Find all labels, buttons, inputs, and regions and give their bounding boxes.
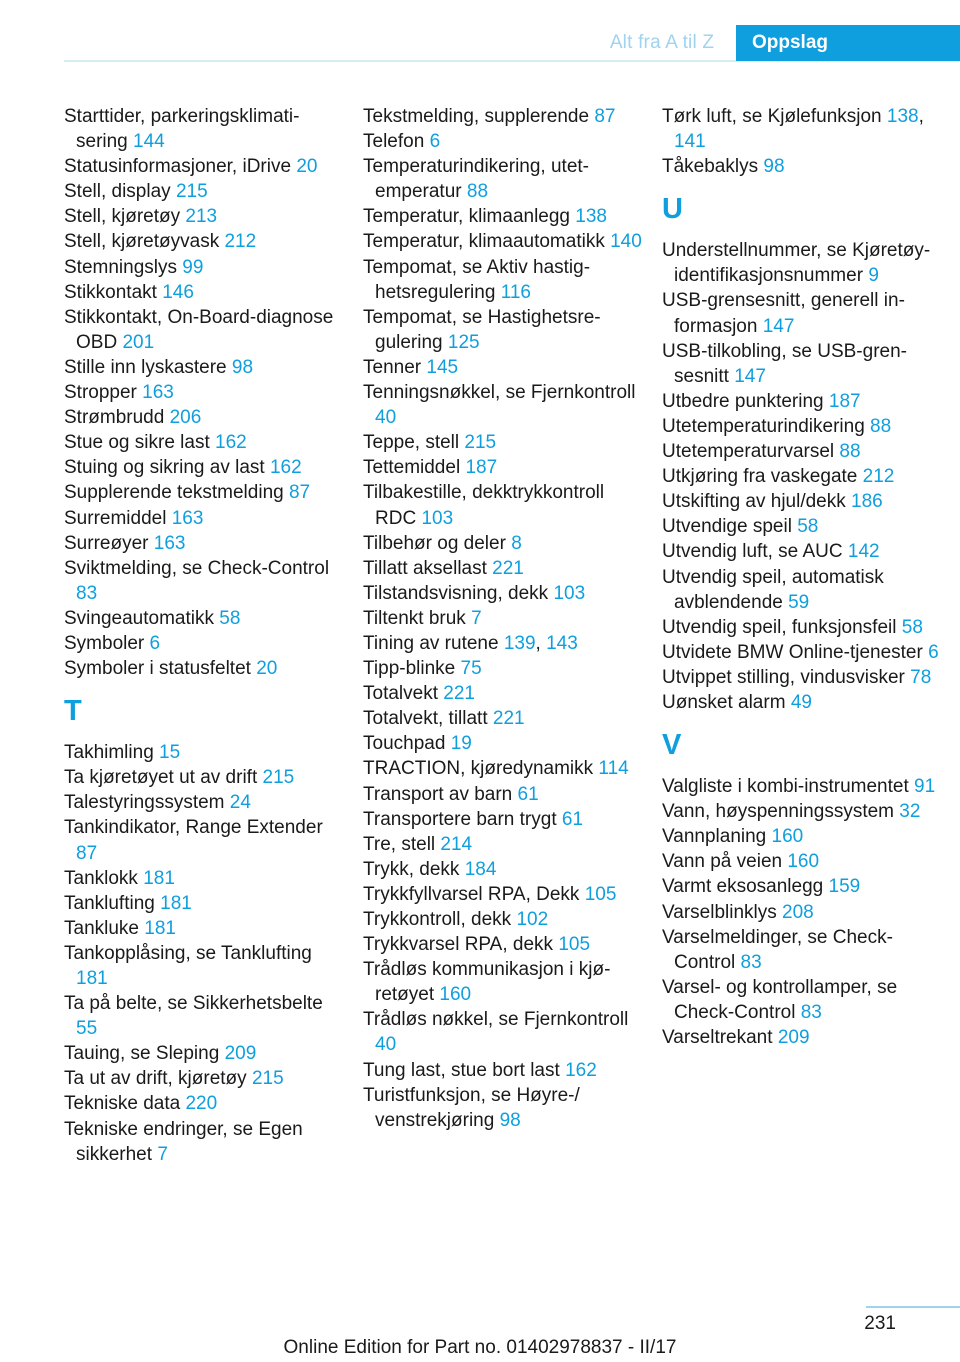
index-entry xyxy=(64,405,344,430)
page-reference-link[interactable]: 143 xyxy=(546,632,578,654)
index-term: Trykkvarsel RPA, dekk xyxy=(363,934,554,956)
index-term: Understellnummer, se Kjøretøy-identifikasjonsnummer xyxy=(662,240,931,287)
index-entry xyxy=(363,1083,643,1133)
page-reference-link[interactable]: 49 xyxy=(790,691,812,713)
index-entry xyxy=(64,179,344,204)
index-entry xyxy=(363,204,643,229)
index-term: Stuing og sikring av last xyxy=(64,457,265,479)
index-term: Tenningsnøkkel, se Fjernkontroll xyxy=(363,382,636,404)
index-term: Tiltenkt bruk xyxy=(363,607,466,629)
index-letter-heading: T xyxy=(64,695,82,728)
index-entry xyxy=(662,900,942,925)
index-term: Trådløs nøkkel, se Fjernkontroll xyxy=(363,1009,629,1031)
index-term: Tilbehør og deler xyxy=(363,532,506,554)
page-reference-link[interactable]: 146 xyxy=(162,281,194,303)
index-entry xyxy=(64,891,344,916)
index-entry xyxy=(662,640,942,665)
page-reference-link[interactable]: 187 xyxy=(828,390,861,412)
index-term: Turistfunksjon, se Høyre-/ venstrekjøring xyxy=(363,1084,580,1131)
index-term: Stropper xyxy=(64,382,137,404)
edition-footer: Online Edition for Part no. 01402978837 - II/17 xyxy=(283,1337,677,1358)
index-term: Tipp-blinke xyxy=(363,658,456,680)
page-reference-link[interactable]: 160 xyxy=(771,826,804,848)
index-term: Tillatt aksellast xyxy=(363,557,487,579)
index-term: Stemningslys xyxy=(64,256,177,278)
index-entry xyxy=(363,430,643,455)
index-entry xyxy=(363,380,643,430)
index-entry xyxy=(363,531,643,556)
index-entry xyxy=(662,774,942,799)
index-entry xyxy=(363,807,643,832)
index-entry xyxy=(64,104,344,154)
index-entry xyxy=(64,1041,344,1066)
index-entry xyxy=(64,916,344,941)
index-term: Vannplaning xyxy=(662,826,767,848)
index-entry xyxy=(64,204,344,229)
index-term: Talestyringssystem xyxy=(64,792,225,814)
index-term: Tre, stell xyxy=(363,833,436,855)
index-term: Utvidete BMW Online-tjenester xyxy=(662,641,923,663)
index-entry xyxy=(363,1007,643,1057)
index-entry xyxy=(64,1091,344,1116)
index-entry xyxy=(363,957,643,1007)
index-term: Tekstmelding, supplerende xyxy=(363,106,590,127)
index-entry xyxy=(363,756,643,781)
index-term: Valgliste i kombi-instrumentet xyxy=(662,776,909,798)
page-reference-link[interactable]: 144 xyxy=(133,131,165,153)
page-reference-link[interactable]: 15 xyxy=(159,742,181,764)
index-term: Tempomat, se Aktiv hastighetsregulering xyxy=(363,256,591,303)
index-term: Stell, kjøretøyvask xyxy=(64,231,220,253)
index-entry xyxy=(64,606,344,631)
index-entry xyxy=(64,154,344,179)
index-entry xyxy=(662,565,942,615)
index-term: Strømbrudd xyxy=(64,407,165,429)
page-reference-link[interactable]: 78 xyxy=(910,666,932,688)
index-entry xyxy=(662,615,942,640)
index-term: Tanklufting xyxy=(64,892,155,914)
index-term: Uønsket alarm xyxy=(662,691,786,713)
index-term: Tempomat, se Hastighetsregulering xyxy=(363,306,601,353)
index-entry xyxy=(363,706,643,731)
index-term: Sviktmelding, se Check-Control xyxy=(64,557,330,579)
page-reference-link[interactable]: 221 xyxy=(443,683,475,705)
index-entry xyxy=(662,539,942,564)
index-term: Surremiddel xyxy=(64,507,167,529)
index-entry xyxy=(363,355,643,380)
index-term: Varsel- og kontrollamper, se Check-Control xyxy=(662,976,898,1023)
index-entry xyxy=(64,740,344,765)
index-entry xyxy=(64,656,344,681)
index-entry xyxy=(662,849,942,874)
index-term: Varmt eksosanlegg xyxy=(662,876,824,898)
page-reference-link[interactable]: 162 xyxy=(269,457,302,479)
page-reference-link[interactable]: 99 xyxy=(182,256,204,278)
index-entry xyxy=(363,857,643,882)
index-entry xyxy=(64,355,344,380)
page-reference-link[interactable]: 32 xyxy=(899,801,921,823)
page-reference-link[interactable]: 8 xyxy=(511,532,522,554)
index-entry xyxy=(64,380,344,405)
page-reference-link[interactable]: 142 xyxy=(847,541,880,563)
index-term: Takhimling xyxy=(64,742,154,764)
page-reference-link[interactable]: 114 xyxy=(598,758,629,780)
page-reference-link[interactable]: 19 xyxy=(450,733,472,755)
page-reference-link[interactable]: 181 xyxy=(76,968,108,989)
page-reference-link[interactable]: 181 xyxy=(160,892,192,914)
index-term: Tanklokk xyxy=(64,867,138,889)
index-term: Varseltrekant xyxy=(662,1027,773,1048)
index-term: Ta ut av drift, kjøretøy xyxy=(64,1068,247,1090)
page-reference-link[interactable]: 215 xyxy=(262,767,295,789)
index-letter-heading: U xyxy=(662,193,683,226)
page-reference-link[interactable]: 212 xyxy=(224,231,257,253)
page-reference-link[interactable]: 201 xyxy=(122,331,155,353)
index-term: Vann, høyspenningssystem xyxy=(662,801,894,823)
index-term: Utvendig speil, automatisk avblendende xyxy=(662,566,884,613)
index-entry xyxy=(64,229,344,254)
index-entry xyxy=(363,556,643,581)
index-entry xyxy=(662,799,942,824)
index-term: Tekniske data xyxy=(64,1093,181,1115)
index-term: Ta på belte, se Sikkerhetsbelte xyxy=(64,993,323,1015)
index-term: Utvendig speil, funksjonsfeil xyxy=(662,616,897,638)
page-reference-link[interactable]: 105 xyxy=(558,934,591,956)
page-reference-link[interactable]: 61 xyxy=(561,808,584,830)
index-entry xyxy=(662,238,942,288)
page-reference-link[interactable]: 138 xyxy=(575,206,607,228)
index-term: TRACTION, kjøredynamikk xyxy=(363,758,594,780)
index-entry xyxy=(363,1058,643,1083)
index-term: Stille inn lyskastere xyxy=(64,356,227,378)
index-entry xyxy=(64,866,344,891)
page-reference-link[interactable]: 40 xyxy=(375,407,397,429)
index-entry xyxy=(64,556,344,606)
page-reference-link[interactable]: 58 xyxy=(901,616,923,638)
index-term: Stikkontakt xyxy=(64,281,157,303)
index-term: USB-grensesnitt, generell informasjon xyxy=(662,290,905,337)
index-entry xyxy=(64,430,344,455)
page-reference-link[interactable]: 206 xyxy=(169,407,202,429)
page-reference-link[interactable]: 87 xyxy=(76,842,98,864)
page-reference-link[interactable]: 98 xyxy=(231,356,254,378)
page-reference-link[interactable]: 141 xyxy=(674,131,706,153)
page-reference-link[interactable]: 125 xyxy=(447,331,480,353)
index-term: Transport av barn xyxy=(363,783,513,805)
index-term: Trykk, dekk xyxy=(363,858,460,880)
page-reference-link[interactable]: 159 xyxy=(828,876,861,898)
index-entry xyxy=(363,656,643,681)
index-entry xyxy=(64,991,344,1041)
index-entry xyxy=(363,455,643,480)
page-reference-link[interactable]: 83 xyxy=(76,582,98,604)
index-entry xyxy=(662,824,942,849)
index-term: Utkjøring fra vaskegate xyxy=(662,466,858,488)
index-term: Symboler i statusfeltet xyxy=(64,658,251,680)
index-entry xyxy=(662,925,942,975)
index-entry xyxy=(64,255,344,280)
index-term: Tettemiddel xyxy=(363,457,461,479)
index-entry xyxy=(64,1066,344,1091)
page-reference-link[interactable]: 61 xyxy=(517,783,539,805)
index-entry xyxy=(662,975,942,1025)
page-reference-link[interactable]: 215 xyxy=(251,1068,284,1090)
index-term: Stikkontakt, On-Board-diagnose OBD xyxy=(64,306,334,353)
index-entry xyxy=(363,229,643,254)
page-reference-link[interactable]: 83 xyxy=(800,1001,822,1023)
page-reference-link[interactable]: 181 xyxy=(144,917,176,939)
page-reference-link[interactable]: 139 xyxy=(503,632,536,654)
page-reference-link[interactable]: 163 xyxy=(142,382,174,404)
index-term: Tilstandsvisning, dekk xyxy=(363,582,549,604)
page-reference-link[interactable]: 55 xyxy=(76,1018,98,1040)
index-term: Ta kjøretøyet ut av drift xyxy=(64,767,258,789)
page-reference-link[interactable]: 184 xyxy=(464,858,497,880)
page-reference-link[interactable]: 59 xyxy=(788,591,810,613)
index-term: Utetemperaturindikering xyxy=(662,415,865,437)
index-term: Tauing, se Sleping xyxy=(64,1043,220,1065)
index-entry xyxy=(64,305,344,355)
page-reference-link[interactable]: 20 xyxy=(256,658,278,680)
page-reference-link[interactable]: 20 xyxy=(296,156,318,178)
index-entry xyxy=(363,154,643,204)
index-entry xyxy=(363,882,643,907)
index-term: Transportere barn trygt xyxy=(363,808,557,830)
index-entry xyxy=(363,581,643,606)
index-entry xyxy=(64,280,344,305)
index-entry xyxy=(64,480,344,505)
index-entry xyxy=(662,288,942,338)
index-term: Utetemperaturvarsel xyxy=(662,441,835,463)
index-entry xyxy=(363,480,643,530)
index-entry xyxy=(363,681,643,706)
index-term: Trykkfyllvarsel RPA, Dekk xyxy=(363,883,580,905)
index-letter-heading: V xyxy=(662,729,682,762)
index-term: Totalvekt xyxy=(363,683,438,705)
index-term: Stell, kjøretøy xyxy=(64,206,181,228)
page-reference-link[interactable]: 6 xyxy=(429,131,441,153)
page-reference-link[interactable]: 87 xyxy=(288,482,311,504)
page-reference-link[interactable]: 6 xyxy=(928,641,939,663)
page-reference-link[interactable]: 98 xyxy=(499,1109,521,1131)
page-reference-link[interactable]: 220 xyxy=(185,1093,218,1115)
index-term: Symboler xyxy=(64,632,145,654)
index-entry xyxy=(662,514,942,539)
index-entry: Tining av rutene 139, 143 xyxy=(363,632,578,654)
page-reference-link[interactable]: 88 xyxy=(839,441,861,463)
index-entry xyxy=(662,690,942,715)
page-reference-link[interactable]: 7 xyxy=(157,1143,168,1165)
page-reference-link[interactable]: 212 xyxy=(862,466,895,488)
page-reference-link[interactable]: 58 xyxy=(219,607,241,629)
index-term: Tankluke xyxy=(64,917,139,939)
page-reference-link[interactable]: 215 xyxy=(464,432,497,454)
index-term: Varselblinklys xyxy=(662,901,777,923)
page-reference-link[interactable]: 221 xyxy=(492,557,524,579)
index-term: Utbedre punktering xyxy=(662,390,824,412)
index-term: Telefon xyxy=(363,131,425,153)
page-reference-link[interactable]: 58 xyxy=(797,516,819,538)
page-reference-link[interactable]: 208 xyxy=(782,901,814,923)
index-column-3 xyxy=(662,104,942,1050)
index-entry xyxy=(662,154,942,179)
index-term: Stue og sikre last xyxy=(64,432,210,454)
index-term: Tåkebaklys xyxy=(662,156,759,178)
index-column-2 xyxy=(363,104,643,1133)
index-term: Tankindikator, Range Extender xyxy=(64,817,323,839)
footer-rule xyxy=(866,1306,960,1308)
page-reference-link[interactable]: 209 xyxy=(777,1027,810,1048)
index-entry xyxy=(662,874,942,899)
index-term: Temperaturindikering, utetemperatur xyxy=(363,156,589,203)
page-reference-link[interactable]: 213 xyxy=(185,206,218,228)
page-reference-link[interactable]: 83 xyxy=(740,951,762,973)
page-reference-link[interactable]: 103 xyxy=(421,507,454,529)
page-reference-link[interactable]: 9 xyxy=(868,265,879,287)
index-entry xyxy=(363,104,643,129)
page-reference-link[interactable]: 162 xyxy=(565,1059,597,1081)
page-reference-link[interactable]: 7 xyxy=(471,607,482,629)
index-term: Statusinformasjoner, iDrive xyxy=(64,156,292,178)
index-term: Tekniske endringer, se Egen sikkerhet xyxy=(64,1118,303,1165)
page-reference-link[interactable]: 88 xyxy=(870,415,892,437)
page-reference-link[interactable]: 214 xyxy=(440,833,473,855)
index-entry xyxy=(662,414,942,439)
index-term: Tørk luft, se Kjølefunksjon xyxy=(662,106,882,127)
index-entry xyxy=(64,506,344,531)
page-reference-link[interactable]: 145 xyxy=(426,356,459,378)
index-entry xyxy=(363,305,643,355)
index-term: Temperatur, klimaautomatikk xyxy=(363,231,605,253)
page-reference-link[interactable]: 116 xyxy=(500,281,531,303)
page-reference-link[interactable]: 215 xyxy=(175,181,208,203)
index-term: Tining av rutene xyxy=(363,632,499,654)
index-term: Teppe, stell xyxy=(363,432,460,454)
index-entry xyxy=(363,832,643,857)
index-term: Utskifting av hjul/dekk xyxy=(662,491,846,513)
index-term: Varselmeldinger, se Check-Control xyxy=(662,926,893,973)
index-entry xyxy=(363,731,643,756)
page-reference-link[interactable]: 102 xyxy=(516,909,549,930)
page-reference-link[interactable]: 87 xyxy=(594,106,616,127)
page-reference-link[interactable]: 160 xyxy=(787,851,820,873)
page-reference-link[interactable]: 91 xyxy=(914,776,936,798)
page-reference-link[interactable]: 105 xyxy=(584,883,617,905)
index-entry xyxy=(64,941,344,991)
page-reference-link[interactable]: 209 xyxy=(224,1043,257,1065)
index-entry xyxy=(363,782,643,807)
page-reference-link[interactable]: 75 xyxy=(460,658,482,680)
index-term: Tung last, stue bort last xyxy=(363,1059,560,1081)
index-entry xyxy=(363,255,643,305)
page-reference-link[interactable]: 138 xyxy=(886,106,919,127)
page-reference-link[interactable]: 186 xyxy=(851,491,883,513)
page-reference-link[interactable]: 88 xyxy=(466,181,489,203)
index-entry xyxy=(363,606,643,631)
page-reference-link[interactable]: 147 xyxy=(734,365,766,387)
page-number: 231 xyxy=(864,1313,896,1334)
index-entry xyxy=(662,339,942,389)
page-reference-link[interactable]: 40 xyxy=(375,1034,397,1056)
index-entry xyxy=(64,455,344,480)
page-reference-link[interactable]: 221 xyxy=(492,708,525,730)
index-entry xyxy=(64,631,344,656)
index-term: Stell, display xyxy=(64,181,171,203)
index-term: Utvendig luft, se AUC xyxy=(662,541,843,563)
chapter-tab[interactable]: Oppslag xyxy=(736,25,960,61)
page-reference-link[interactable]: 98 xyxy=(763,156,785,178)
page-reference-link[interactable]: 163 xyxy=(171,507,204,529)
page-reference-link[interactable]: 147 xyxy=(762,315,795,337)
page-reference-link[interactable]: 181 xyxy=(143,867,175,889)
index-entry xyxy=(64,531,344,556)
page-reference-link[interactable]: 163 xyxy=(153,532,186,554)
index-term: Touchpad xyxy=(363,733,446,755)
page-reference-link[interactable]: 162 xyxy=(215,432,247,454)
index-term: Trykkontroll, dekk xyxy=(363,909,512,930)
index-term: Vann på veien xyxy=(662,851,783,873)
index-term: Svingeautomatikk xyxy=(64,607,214,629)
index-entry xyxy=(363,932,643,957)
index-term: Utvendige speil xyxy=(662,516,792,538)
page-reference-link[interactable]: 160 xyxy=(439,984,472,1006)
index-term: Surreøyer xyxy=(64,532,149,554)
index-term: Temperatur, klimaanlegg xyxy=(363,206,570,228)
index-entry xyxy=(64,790,344,815)
index-entry xyxy=(662,1025,942,1050)
index-entry: Tørk luft, se Kjølefunksjon 138, 141 xyxy=(662,106,924,153)
page-reference-link[interactable]: 103 xyxy=(553,582,586,604)
index-term: Starttider, parkeringsklimatisering xyxy=(64,106,300,153)
index-term: Utvippet stilling, vindusvisker xyxy=(662,666,905,688)
index-term: Totalvekt, tillatt xyxy=(363,708,488,730)
index-term: Supplerende tekstmelding xyxy=(64,482,284,504)
index-entry xyxy=(662,489,942,514)
index-term: Tankopplåsing, se Tanklufting xyxy=(64,942,312,964)
index-term: USB-tilkobling, se USB-grensesnitt xyxy=(662,340,907,387)
index-term: Trådløs kommunikasjon i kjøretøyet xyxy=(363,959,611,1006)
index-entry xyxy=(64,815,344,865)
index-term: Tilbakestille, dekktrykkontroll RDC xyxy=(363,482,605,529)
page-reference-link[interactable]: 24 xyxy=(229,792,251,814)
index-entry xyxy=(662,665,942,690)
index-entry xyxy=(662,389,942,414)
index-entry xyxy=(363,907,643,932)
index-entry xyxy=(662,439,942,464)
index-entry xyxy=(64,765,344,790)
page-reference-link[interactable]: 187 xyxy=(465,457,498,479)
page-reference-link[interactable]: 140 xyxy=(610,231,642,253)
page-reference-link[interactable]: 6 xyxy=(149,632,161,654)
index-entry xyxy=(662,464,942,489)
index-entry xyxy=(363,129,643,154)
index-term: Tenner xyxy=(363,356,422,378)
index-column-1 xyxy=(64,104,344,1167)
index-entry xyxy=(64,1117,344,1167)
section-tab[interactable]: Alt fra A til Z xyxy=(609,32,715,53)
